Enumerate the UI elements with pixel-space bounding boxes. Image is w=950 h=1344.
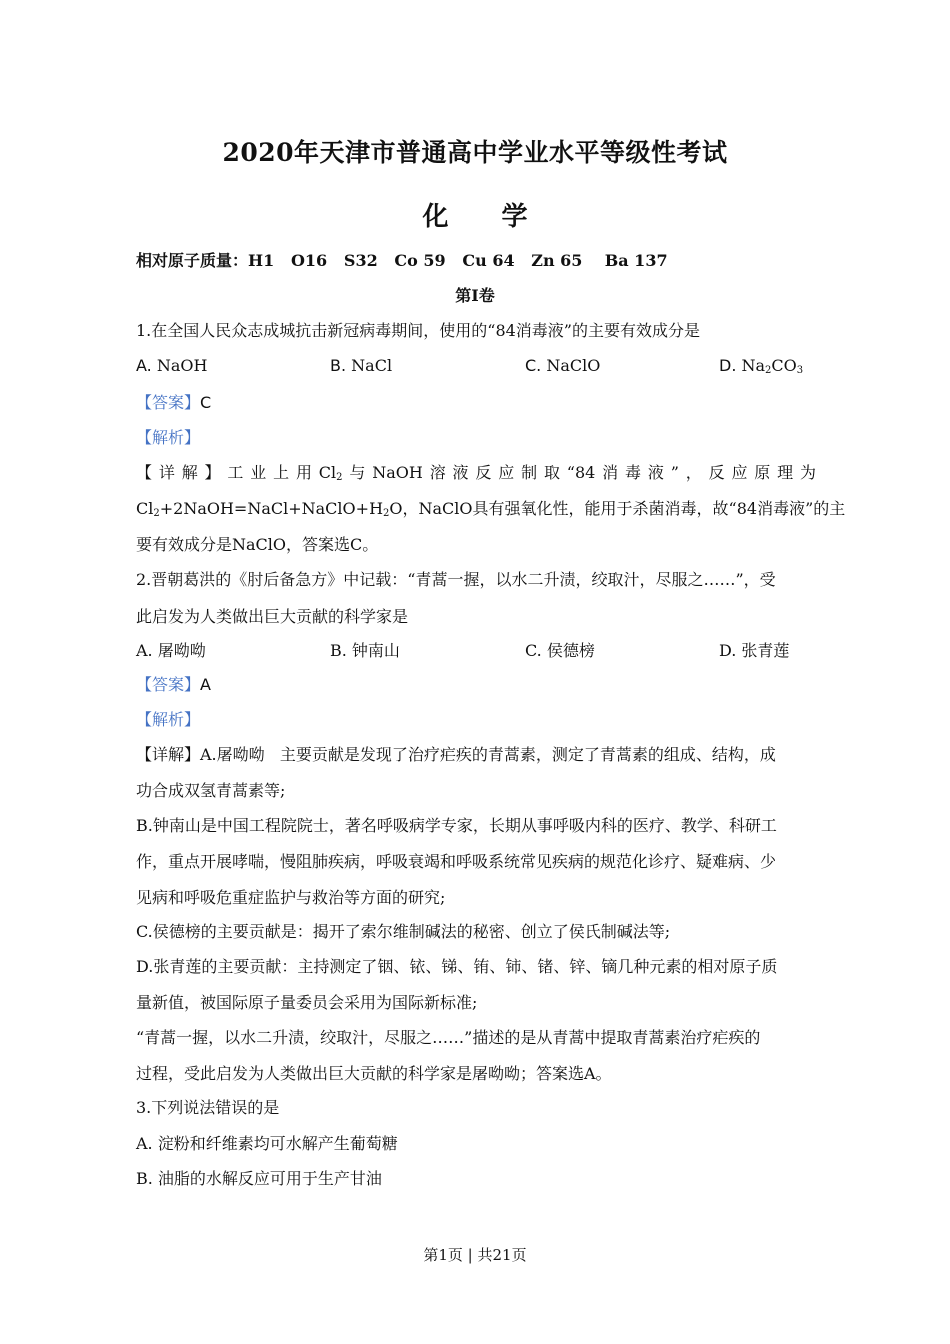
page-footer: 第1页 | 共21页 (423, 1246, 527, 1264)
q2-option-b: B. 钟南山 (330, 641, 400, 660)
subject-title: 化 学 (422, 202, 550, 232)
q2-answer (136, 674, 816, 696)
q1-option-c: C. NaClO (525, 356, 601, 375)
answer-value: A (200, 675, 211, 694)
q2-detail-p3-line-1: C.侯德榜的主要贡献是：揭开了索尔维制碱法的秘密、创立了侯氏制碱法等; (136, 922, 671, 941)
q2-detail-p4-line-2: 量新值，被国际原子量委员会采用为国际新标准; (136, 993, 478, 1012)
answer-value: C (200, 393, 212, 412)
q1-analysis-label: 【解析】 (136, 428, 201, 447)
q1-stem: 1.在全国人民众志成城抗击新冠病毒期间，使用的“84消毒液”的主要有效成分是 (136, 321, 700, 340)
q1-detail-line-1: 【详解】工业上用$Cl_2$与NaOH溶液反应制取“84消毒液”，反应原理为 (136, 463, 816, 483)
answer-label: 【答案】 (136, 393, 201, 412)
q2-detail-p2-line-2: 作，重点开展哮喘，慢阻肺疾病，呼吸衰竭和呼吸系统常见疾病的规范化诊疗、疑难病、少 (136, 852, 777, 871)
q2-detail-p5-line-1: “青蒿一握，以水二升渍，绞取汁，尽服之……”描述的是从青蒿中提取青蒿素治疗疟疾的 (136, 1028, 761, 1047)
q3-option-b: B. 油脂的水解反应可用于生产甘油 (136, 1169, 382, 1188)
section-heading: 第I卷 (455, 286, 495, 305)
q2-stem-line-2: 此启发为人类做出巨大贡献的科学家是 (136, 607, 409, 626)
q2-analysis-label: 【解析】 (136, 710, 201, 729)
q2-detail-p5-line-2: 过程，受此启发为人类做出巨大贡献的科学家是屠呦呦；答案选A。 (136, 1064, 612, 1083)
q2-detail-p1-line-1: 【详解】A.屠呦呦 主要贡献是发现了治疗疟疾的青蒿素，测定了青蒿素的组成、结构，成 (136, 745, 776, 764)
q2-option-c: C. 侯德榜 (525, 641, 595, 660)
q1-option-d: D. $Na_2CO_3$ (719, 356, 804, 376)
atomic-mass-values: H1 O16 S32 Co 59 Cu 64 Zn 65 Ba 137 (248, 251, 668, 270)
atomic-mass-line (136, 250, 816, 272)
exam-title: 2020年天津市普通高中学业水平等级性考试 (222, 138, 728, 167)
q2-stem-line-1: 2.晋朝葛洪的《肘后备急方》中记载：“青蒿一握，以水二升渍，绞取汁，尽服之……”，受 (136, 570, 776, 589)
q3-stem: 3.下列说法错误的是 (136, 1098, 280, 1117)
q1-answer (136, 392, 816, 414)
q2-option-d: D. 张青莲 (719, 641, 790, 660)
q1-option-a: A. NaOH (136, 356, 208, 375)
answer-label: 【答案】 (136, 675, 201, 694)
q2-detail-p4-line-1: D.张青莲的主要贡献：主持测定了铟、铱、锑、铕、铈、锗、锌、镝几种元素的相对原子质 (136, 957, 778, 976)
q1-option-b: B. NaCl (330, 356, 393, 375)
q1-detail-line-2: $Cl_2+2NaOH=NaCl+NaClO+H_2O$，NaClO具有强氧化性，能用于杀菌消毒，故“84消毒液”的主 (136, 499, 846, 519)
q1-detail-line-3: 要有效成分是NaClO，答案选C。 (136, 535, 379, 554)
q2-detail-p1-line-2: 功合成双氢青蒿素等; (136, 781, 286, 800)
q3-option-a: A. 淀粉和纤维素均可水解产生葡萄糖 (136, 1134, 398, 1153)
atomic-mass-label: 相对原子质量： (136, 251, 249, 270)
q2-option-a: A. 屠呦呦 (136, 641, 206, 660)
q2-detail-p2-line-1: B.钟南山是中国工程院院士，著名呼吸病学专家，长期从事呼吸内科的医疗、教学、科研工 (136, 816, 777, 835)
q2-detail-p2-line-3: 见病和呼吸危重症监护与救治等方面的研究; (136, 888, 446, 907)
